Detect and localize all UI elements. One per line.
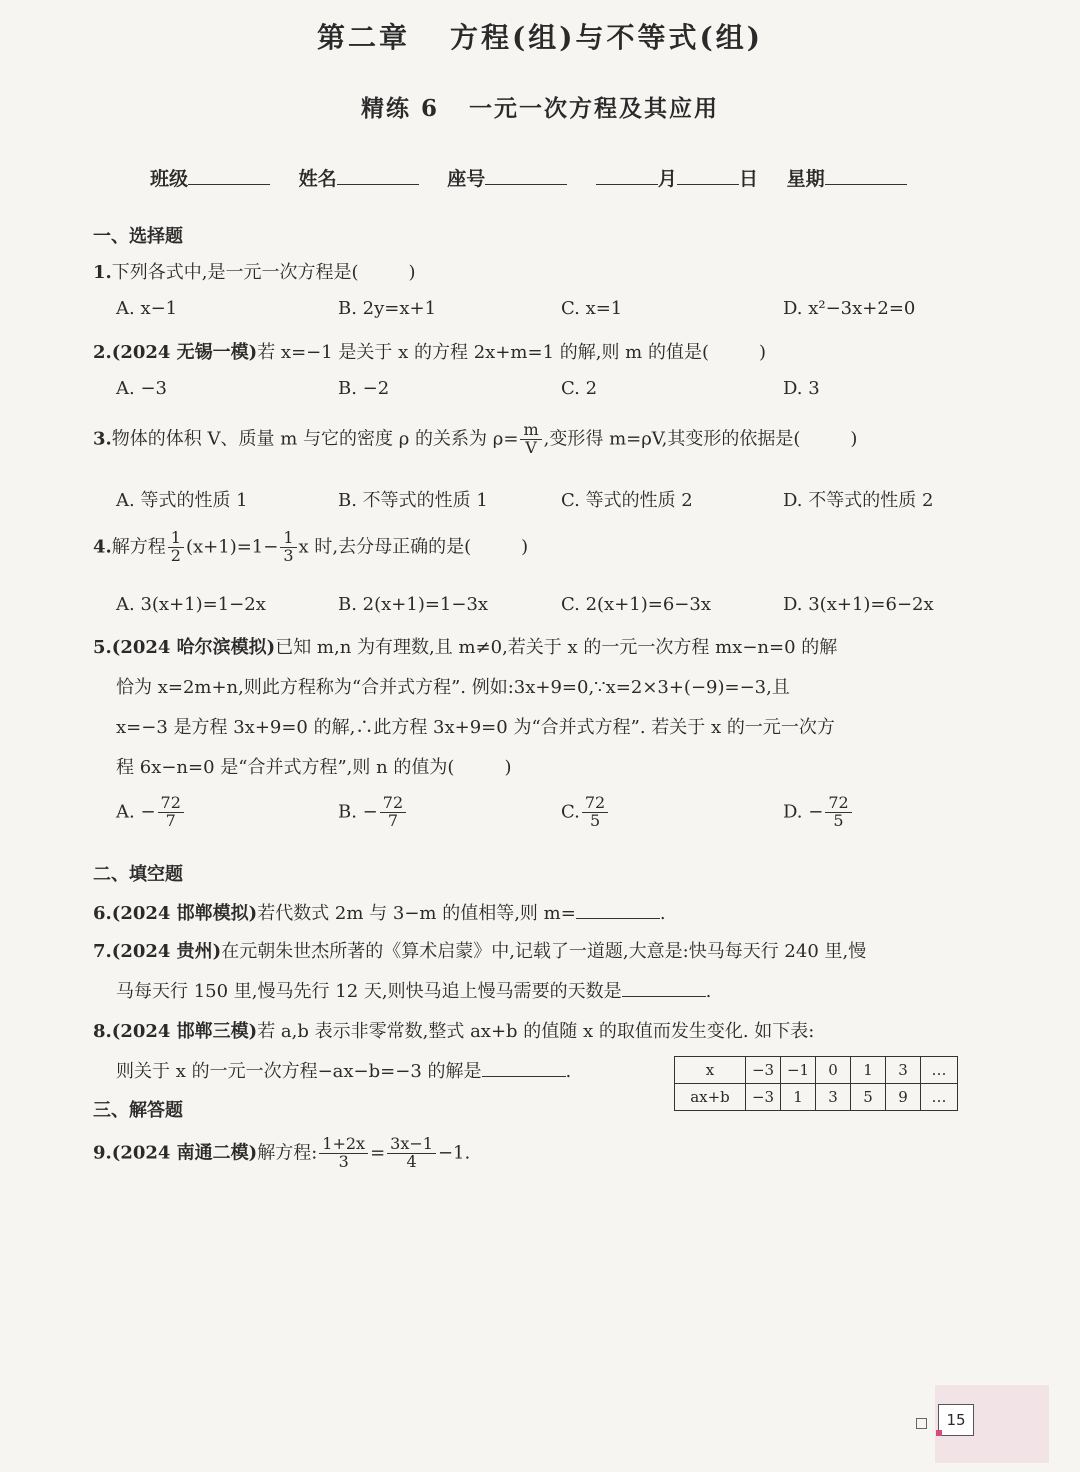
lesson-label: 精练 6 — [360, 95, 439, 122]
q6-answer-blank[interactable] — [576, 902, 660, 919]
q8-line-2: 则关于 x 的一元一次方程−ax−b=−3 的解是 — [116, 1061, 482, 1082]
q2-option-c[interactable]: C. 2 — [561, 378, 598, 399]
table-cell: 3 — [816, 1084, 851, 1111]
q5-d-label: D. − — [783, 801, 824, 823]
question-2 — [93, 338, 766, 364]
q4-frac2-numerator: 1 — [280, 530, 296, 548]
q1-option-c[interactable]: C. x=1 — [561, 298, 623, 319]
q4-fraction-2 — [280, 530, 296, 565]
q1-option-d[interactable]: D. x²−3x+2=0 — [783, 298, 916, 319]
q3-text-b: ,变形得 m=ρV,其变形的依据是( — [543, 428, 801, 450]
q7-number: 7. — [93, 941, 112, 962]
q7-line-1: 在元朝朱世杰所著的《算术启蒙》中,记载了一道题,大意是:快马每天行 240 里,慢 — [221, 941, 867, 962]
q5-d-fraction — [825, 795, 851, 830]
q9-text: 解方程: — [257, 1142, 318, 1164]
q9-frac2-numerator: 3x−1 — [387, 1136, 436, 1154]
seat-blank[interactable] — [485, 166, 567, 185]
q4-option-c[interactable]: C. 2(x+1)=6−3x — [561, 594, 711, 615]
table-cell: 9 — [886, 1084, 921, 1111]
q1-number: 1. — [93, 262, 112, 283]
question-1 — [93, 258, 416, 284]
lesson-name: 一元一次方程及其应用 — [469, 95, 719, 122]
q3-option-c[interactable]: C. 等式的性质 2 — [561, 490, 693, 511]
q2-option-a[interactable]: A. −3 — [116, 378, 167, 399]
section-choice-title: 一、选择题 — [93, 226, 183, 247]
q7-end: . — [705, 981, 712, 1002]
chapter-name: 方程(组)与不等式(组) — [450, 21, 763, 54]
table-cell: x — [675, 1057, 746, 1084]
q4-close: ) — [521, 536, 529, 558]
q8-source: (2024 邯郸三模) — [111, 1021, 258, 1042]
q5-c-fraction — [582, 795, 608, 830]
table-cell: ax+b — [675, 1084, 746, 1111]
q5-line-1: 已知 m,n 为有理数,且 m≠0,若关于 x 的一元一次方程 mx−n=0 的解 — [275, 637, 838, 658]
day-blank[interactable] — [677, 166, 739, 185]
q9-number: 9. — [93, 1142, 112, 1164]
q3-option-b[interactable]: B. 不等式的性质 1 — [338, 490, 488, 511]
q3-option-d[interactable]: D. 不等式的性质 2 — [783, 490, 934, 511]
q5-option-a[interactable] — [116, 795, 186, 830]
q9-equals: = — [370, 1142, 386, 1164]
q9-frac1-denominator: 3 — [338, 1151, 349, 1171]
q4-frac1-denominator: 2 — [170, 545, 181, 565]
table-cell: 1 — [781, 1084, 816, 1111]
q5-source: (2024 哈尔滨模拟) — [111, 637, 276, 658]
q8-value-table — [674, 1056, 958, 1111]
q3-text-a: 物体的体积 V、质量 m 与它的密度 ρ 的关系为 ρ= — [111, 428, 519, 450]
q6-number: 6. — [93, 903, 112, 924]
table-cell: 5 — [851, 1084, 886, 1111]
q3-fraction — [520, 422, 541, 457]
q4-fraction-1 — [168, 530, 184, 565]
question-5 — [93, 633, 837, 659]
table-cell: 3 — [886, 1057, 921, 1084]
q8-line-1: 若 a,b 表示非零常数,整式 ax+b 的值随 x 的取值而发生变化. 如下表: — [257, 1021, 815, 1042]
q3-option-a[interactable]: A. 等式的性质 1 — [116, 490, 248, 511]
q5-d-denominator: 5 — [833, 810, 844, 830]
q5-b-numerator: 72 — [380, 795, 406, 813]
q2-option-d[interactable]: D. 3 — [783, 378, 820, 399]
q2-option-b[interactable]: B. −2 — [338, 378, 390, 399]
q4-frac1-numerator: 1 — [168, 530, 184, 548]
table-cell: … — [921, 1057, 958, 1084]
q9-frac1-numerator: 1+2x — [319, 1136, 368, 1154]
q6-end: . — [659, 903, 666, 924]
q4-frac2-denominator: 3 — [283, 545, 294, 565]
q7-line-2-row — [116, 977, 711, 1003]
q8-number: 8. — [93, 1021, 112, 1042]
name-blank[interactable] — [337, 166, 419, 185]
q4-text-a: 解方程 — [111, 536, 166, 558]
q1-text: 下列各式中,是一元一次方程是( — [111, 262, 359, 283]
q2-number: 2. — [93, 342, 112, 363]
q7-answer-blank[interactable] — [622, 980, 706, 997]
q5-a-denominator: 7 — [165, 810, 176, 830]
q1-close: ) — [408, 262, 416, 283]
q2-source: (2024 无锡一模) — [111, 342, 258, 363]
q5-option-c[interactable] — [561, 795, 610, 830]
table-cell: −3 — [746, 1084, 781, 1111]
question-3 — [93, 422, 857, 457]
q9-fraction-2 — [387, 1136, 436, 1171]
q5-c-denominator: 5 — [589, 810, 601, 830]
q4-option-a[interactable]: A. 3(x+1)=1−2x — [116, 594, 266, 615]
q2-close: ) — [759, 342, 767, 363]
q4-text-c: x 时,去分母正确的是( — [298, 536, 472, 558]
q5-b-denominator: 7 — [387, 810, 399, 830]
q1-option-b[interactable]: B. 2y=x+1 — [338, 298, 437, 319]
info-seat-label: 座号 — [447, 168, 486, 190]
chapter-label: 第二章 — [316, 21, 410, 54]
q6-source: (2024 邯郸模拟) — [111, 903, 258, 924]
weekday-blank[interactable] — [825, 166, 907, 185]
info-class-label: 班级 — [150, 168, 189, 190]
q4-option-d[interactable]: D. 3(x+1)=6−2x — [783, 594, 934, 615]
q5-line-2: 恰为 x=2m+n,则此方程称为“合并式方程”. 例如:3x+9=0,∵x=2×3+(−9)=−3,且 — [116, 677, 790, 698]
q5-a-numerator: 72 — [158, 795, 184, 813]
corner-tick-icon — [936, 1430, 942, 1436]
q5-line-4: 程 6x−n=0 是“合并式方程”,则 n 的值为( — [116, 757, 455, 778]
q3-frac-denominator: V — [525, 437, 537, 457]
q9-frac2-denominator: 4 — [406, 1151, 417, 1171]
q5-b-label: B. − — [338, 801, 378, 823]
q3-frac-numerator: m — [520, 422, 541, 440]
q9-end: −1. — [437, 1142, 471, 1164]
question-7 — [93, 937, 866, 963]
q8-answer-blank[interactable] — [482, 1060, 566, 1077]
q8-end: . — [565, 1061, 572, 1082]
table-row — [675, 1057, 958, 1084]
q5-close: ) — [504, 757, 512, 778]
class-blank[interactable] — [188, 166, 270, 185]
q5-a-label: A. − — [116, 801, 156, 823]
q3-close: ) — [850, 428, 858, 450]
q5-c-label: C. — [561, 801, 580, 823]
info-month-label: 月 — [657, 168, 677, 190]
month-blank[interactable] — [596, 166, 658, 185]
table-cell: 1 — [851, 1057, 886, 1084]
q5-b-fraction — [380, 795, 406, 830]
square-marker-icon — [916, 1418, 927, 1429]
q9-fraction-1 — [319, 1136, 368, 1171]
info-weekday-label: 星期 — [786, 168, 825, 190]
q3-number: 3. — [93, 428, 112, 450]
q7-source: (2024 贵州) — [111, 941, 222, 962]
q5-number: 5. — [93, 637, 112, 658]
q5-option-d[interactable] — [783, 795, 854, 830]
q2-text: 若 x=−1 是关于 x 的方程 2x+m=1 的解,则 m 的值是( — [257, 342, 709, 363]
table-cell: … — [921, 1084, 958, 1111]
q6-text: 若代数式 2m 与 3−m 的值相等,则 m= — [257, 903, 576, 924]
chapter-title — [0, 16, 1080, 56]
question-6 — [93, 899, 666, 925]
q4-text-b: (x+1)=1− — [185, 536, 279, 558]
question-8 — [93, 1017, 814, 1043]
q5-a-fraction — [158, 795, 184, 830]
q5-option-b[interactable] — [338, 795, 408, 830]
table-cell: −3 — [746, 1057, 781, 1084]
q1-option-a[interactable]: A. x−1 — [116, 298, 178, 319]
info-day-label: 日 — [738, 168, 758, 190]
q8-line-2-row — [116, 1057, 571, 1083]
q5-line-4-row — [116, 753, 511, 779]
q5-c-numerator: 72 — [582, 795, 608, 813]
q9-source: (2024 南通二模) — [111, 1142, 258, 1164]
q4-number: 4. — [93, 536, 112, 558]
page-number: 15 — [938, 1404, 974, 1436]
question-9 — [93, 1136, 470, 1171]
lesson-title — [0, 90, 1080, 123]
q4-option-b[interactable]: B. 2(x+1)=1−3x — [338, 594, 489, 615]
q7-line-2: 马每天行 150 里,慢马先行 12 天,则快马追上慢马需要的天数是 — [116, 981, 622, 1002]
table-cell: 0 — [816, 1057, 851, 1084]
info-name-label: 姓名 — [298, 168, 337, 190]
q5-d-numerator: 72 — [825, 795, 851, 813]
student-info-row — [150, 164, 907, 191]
question-4 — [93, 530, 528, 565]
section-solve-title: 三、解答题 — [93, 1100, 183, 1121]
table-cell: −1 — [781, 1057, 816, 1084]
q5-line-3: x=−3 是方程 3x+9=0 的解,∴此方程 3x+9=0 为“合并式方程”. 若关于 x 的一元一次方 — [116, 717, 835, 738]
table-row — [675, 1084, 958, 1111]
section-fill-title: 二、填空题 — [93, 864, 183, 885]
